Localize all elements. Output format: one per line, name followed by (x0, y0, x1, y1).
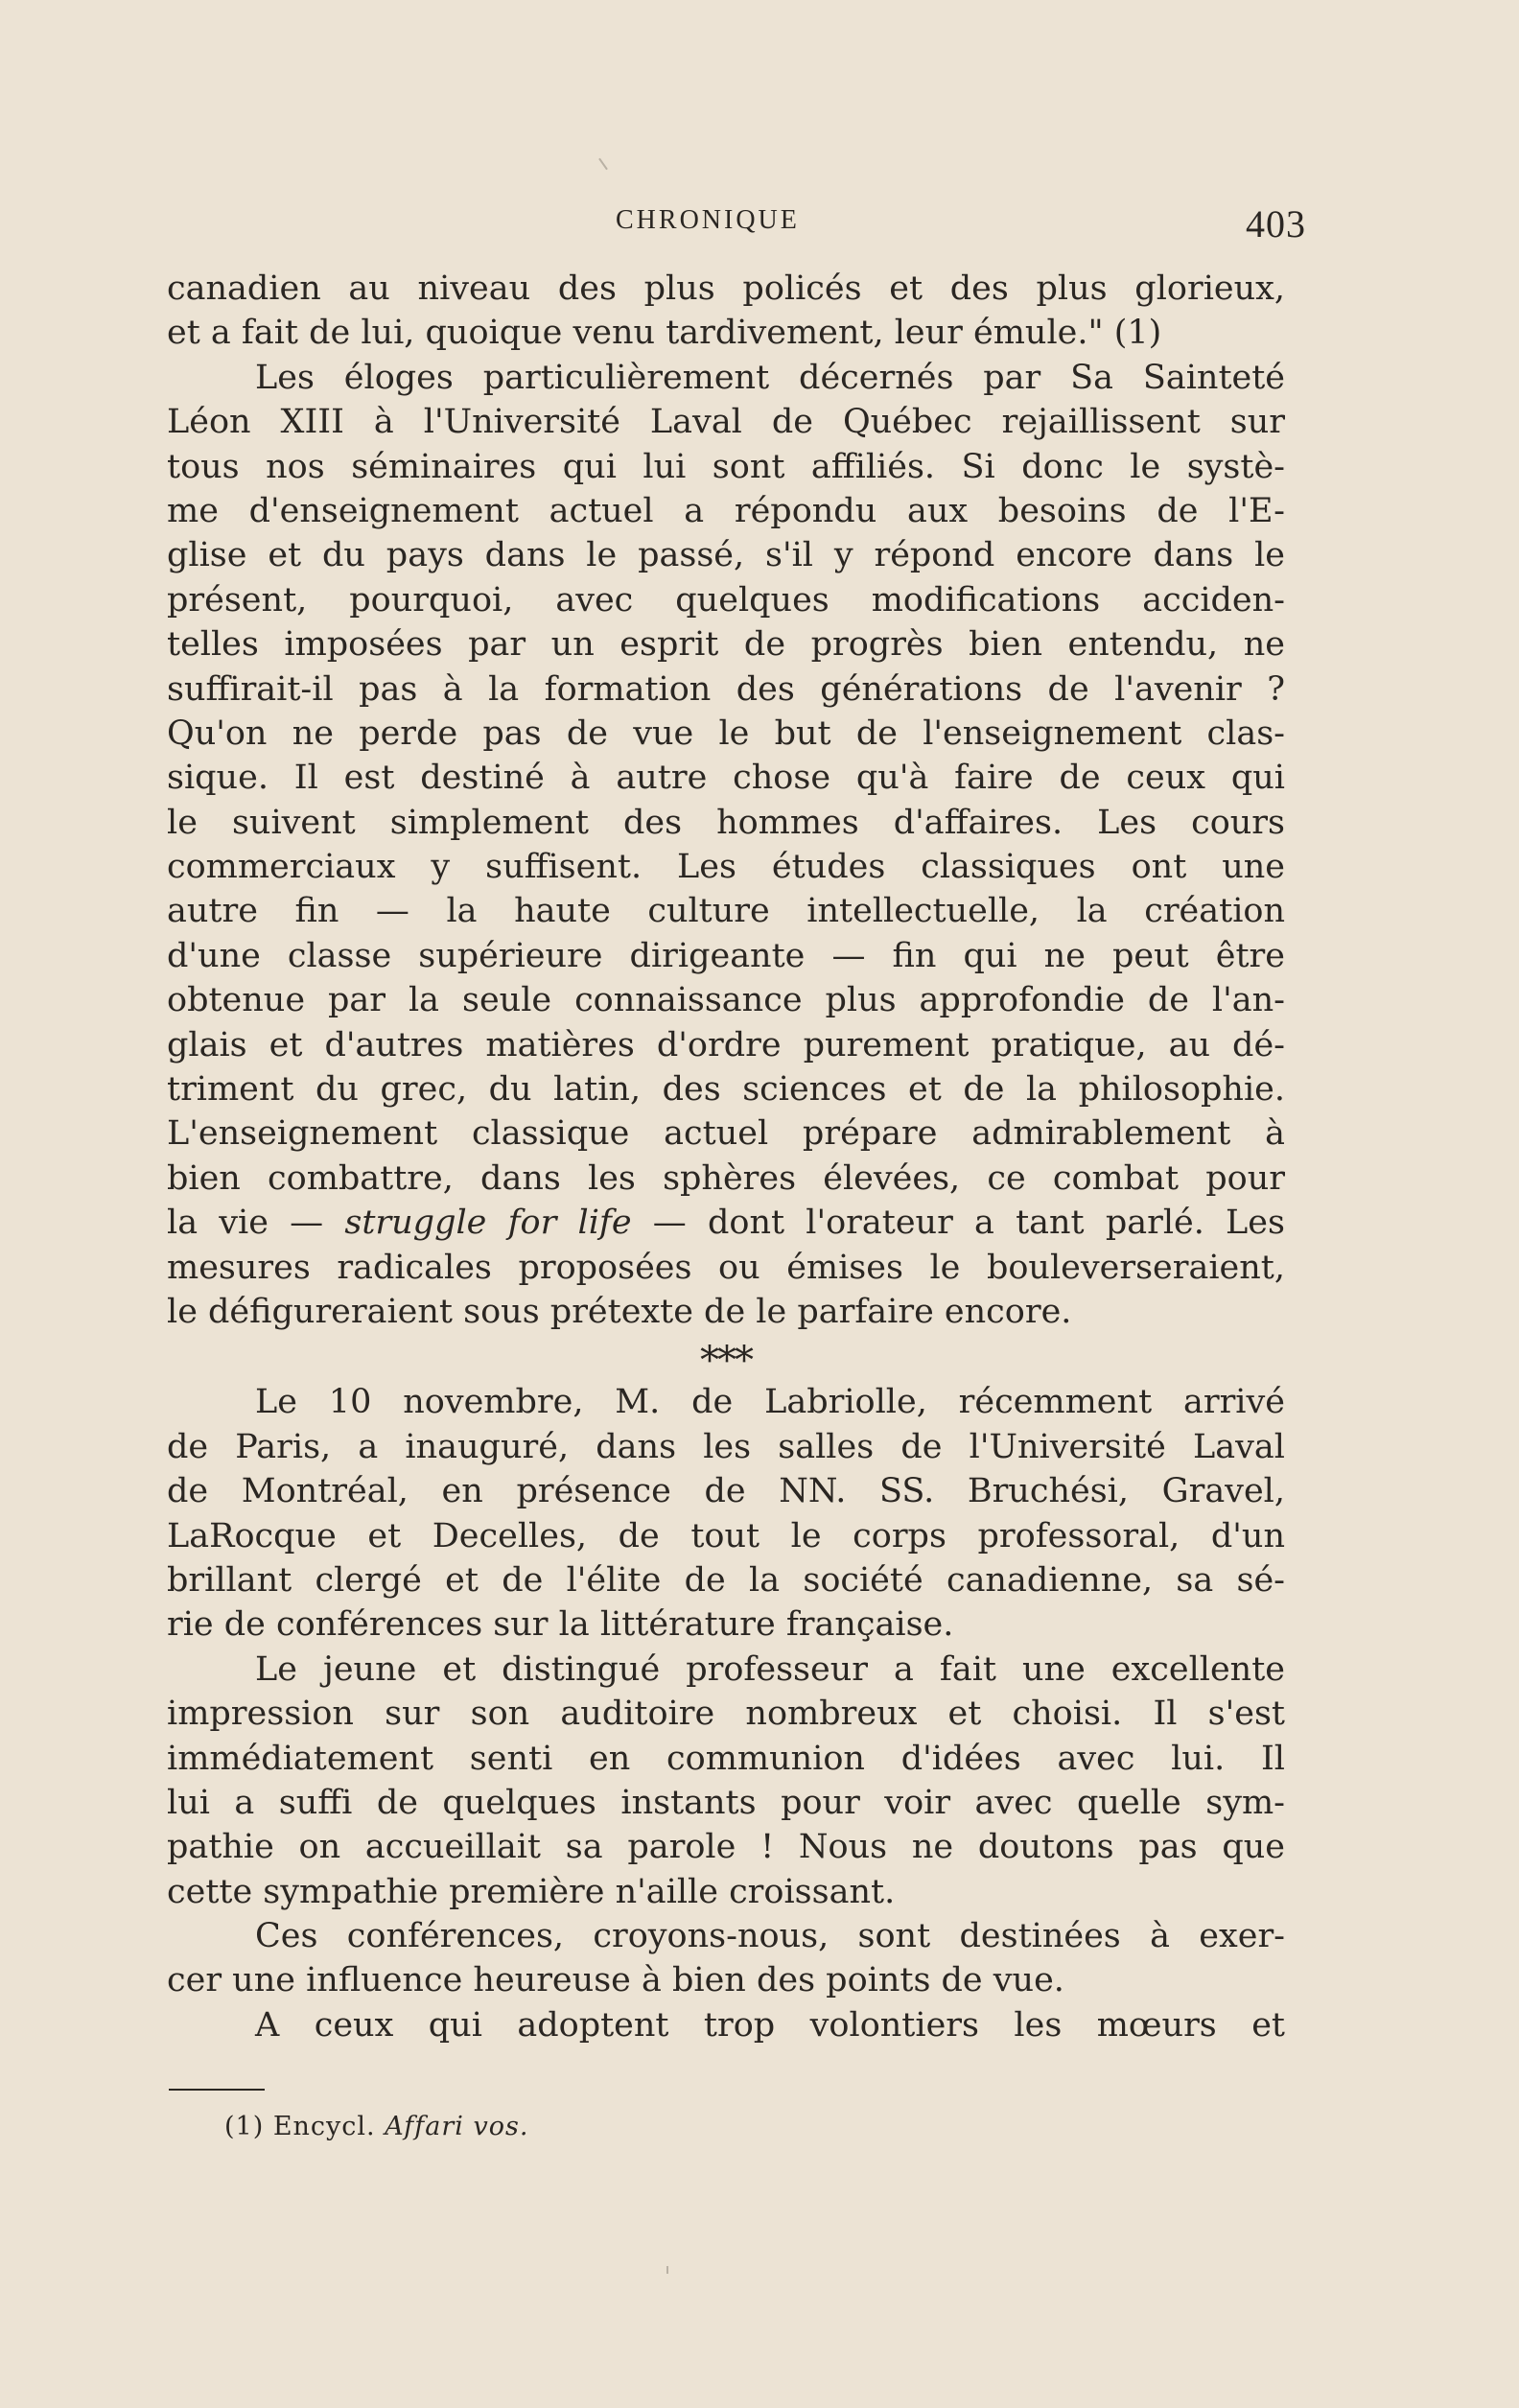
footnote (224, 2112, 528, 2141)
text-line: d'une classe supérieure dirigeante — fin qui ne peut être (167, 936, 1285, 975)
text-line: glise et du pays dans le passé, s'il y répond encore dans le (167, 536, 1285, 575)
text-line: autre fin — la haute culture intellectuelle, la création (167, 892, 1285, 931)
text-line: rie de conférences sur la littérature française. (167, 1605, 954, 1645)
text-line: brillant clergé et de l'élite de la société canadienne, sa sé- (167, 1560, 1285, 1600)
text-line: LaRocque et Decelles, de tout le corps professoral, d'un (167, 1516, 1285, 1555)
text-line: L'enseignement classique actuel prépare admirablement à (167, 1114, 1285, 1154)
text-line: triment du grec, du latin, des sciences et de la philosophie. (167, 1070, 1285, 1110)
text-line: Qu'on ne perde pas de vue le but de l'enseignement clas- (167, 713, 1285, 753)
text-line: Le jeune et distingué professeur a fait une excellente (255, 1649, 1285, 1689)
text-line: me d'enseignement actuel a répondu aux besoins de l'E- (167, 491, 1285, 530)
text-line: Léon XIII à l'Université Laval de Québec rejaillissent sur (167, 403, 1285, 442)
page-header (165, 201, 1306, 249)
text-line: immédiatement senti en communion d'idées avec lui. Il (167, 1739, 1285, 1778)
text-line: tous nos séminaires qui lui sont affiliés. Si donc le systè- (167, 447, 1285, 486)
text-line: obtenue par la seule connaissance plus approfondie de l'an- (167, 981, 1285, 1020)
footnote-marker: (1) Encycl. (224, 2112, 376, 2141)
page-number: 403 (1246, 202, 1306, 245)
text-line: mesures radicales proposées ou émises le bouleverseraient, (167, 1248, 1285, 1287)
text-segment: la vie — (167, 1204, 324, 1243)
text-line: Le 10 novembre, M. de Labriolle, récemment arrivé (255, 1383, 1285, 1422)
text-segment: — dont l'orateur a tant parlé. Les (652, 1204, 1285, 1243)
text-line: suffirait-il pas à la formation des générations de l'avenir ? (167, 669, 1285, 709)
running-head: CHRONIQUE (616, 205, 800, 235)
text-line: cette sympathie première n'aille croissant. (167, 1872, 896, 1911)
text-line: pathie on accueillait sa parole ! Nous ne doutons pas que (167, 1828, 1285, 1867)
text-line: bien combattre, dans les sphères élevées, ce combat pour (167, 1158, 1285, 1198)
text-line: et a fait de lui, quoique venu tardivement, leur émule." (1) (167, 314, 1162, 353)
text-line: sique. Il est destiné à autre chose qu'à faire de ceux qui (167, 759, 1285, 798)
paper-speck (598, 158, 608, 171)
text-line: lui a suffi de quelques instants pour voir avec quelle sym- (167, 1783, 1285, 1822)
text-line: le défigureraient sous prétexte de le parfaire encore. (167, 1292, 1072, 1331)
text-line: le suivent simplement des hommes d'affaires. Les cours (167, 803, 1285, 842)
text-line: impression sur son auditoire nombreux et choisi. Il s'est (167, 1695, 1285, 1734)
text-line: canadien au niveau des plus policés et des plus glorieux, (167, 269, 1285, 308)
text-line: présent, pourquoi, avec quelques modifications acciden- (167, 580, 1285, 620)
text-line: Les éloges particulièrement décernés par Sa Sainteté (255, 358, 1285, 397)
text-line: cer une influence heureuse à bien des points de vue. (167, 1961, 1064, 2000)
text-line: glais et d'autres matières d'ordre purement pratique, au dé- (167, 1025, 1285, 1064)
text-line: commerciaux y suffisent. Les études classiques ont une (167, 848, 1285, 887)
text-line: de Paris, a inauguré, dans les salles de l'Université Laval (167, 1427, 1285, 1466)
footnote-citation: Affari vos. (385, 2112, 529, 2141)
body-text (167, 267, 1285, 2047)
text-line: de Montréal, en présence de NN. SS. Bruchési, Gravel, (167, 1472, 1285, 1511)
footnote-rule (169, 2089, 265, 2091)
text-line: Ces conférences, croyons-nous, sont destinées à exer- (255, 1917, 1285, 1956)
text-line: A ceux qui adoptent trop volontiers les mœurs et (255, 2005, 1285, 2045)
text-line (167, 1201, 1285, 1245)
paper-speck (666, 2266, 668, 2274)
text-line: telles imposées par un esprit de progrès bien entendu, ne (167, 625, 1285, 665)
section-divider: *** (700, 1339, 752, 1381)
italic-phrase: struggle for life (344, 1204, 632, 1243)
